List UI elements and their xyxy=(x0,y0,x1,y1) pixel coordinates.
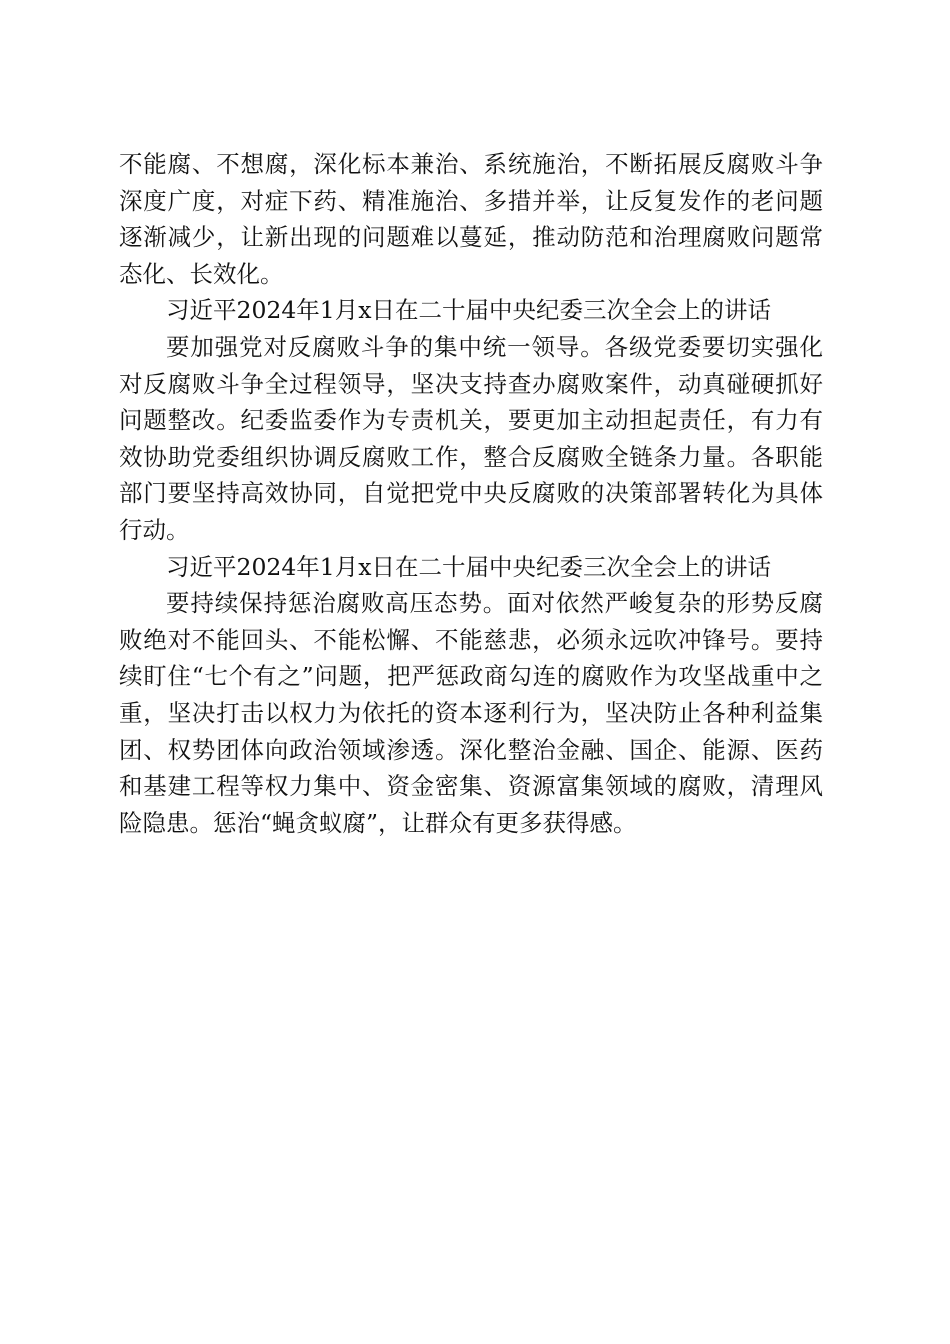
speech-attribution: 习近平2024年1月x日在二十届中央纪委三次全会上的讲话 xyxy=(166,552,772,581)
paragraph-punishment: 要持续保持惩治腐败高压态势。面对依然严峻复杂的形势反腐败绝对不能回头、不能松懈、不能慈悲，必须永远吹冲锋号。要持续盯住“七个有之”问题，把严惩政商勾连的腐败作为攻坚战重中之重，坚决打击以权力为依托的资本逐利行为，坚决防止各种利益集团、权势团体向政治领域渗透。深化整治金融、国企、能源、医药和基建工程等权力集中、资金密集、资源富集领域的腐败，清理风险隐患。惩治“蝇贪蚁腐”，让群众有更多获得感。 xyxy=(119,589,823,837)
paragraph-continuation: 不能腐、不想腐，深化标本兼治、系统施治，不断拓展反腐败斗争深度广度，对症下药、精准施治、多措并举，让反复发作的老问题逐渐减少，让新出现的问题难以蔓延，推动防范和治理腐败问题常态化、长效化。 xyxy=(119,150,823,288)
speech-attribution: 习近平2024年1月x日在二十届中央纪委三次全会上的讲话 xyxy=(166,296,772,325)
paragraph-leadership: 要加强党对反腐败斗争的集中统一领导。各级党委要切实强化对反腐败斗争全过程领导，坚决支持查办腐败案件，动真碰硬抓好问题整改。纪委监委作为专责机关，要更加主动担起责任，有力有效协助党委组织协调反腐败工作，整合反腐败全链条力量。各职能部门要坚持高效协同，自觉把党中央反腐败的决策部署转化为具体行动。 xyxy=(119,332,823,544)
document-body xyxy=(119,146,823,841)
